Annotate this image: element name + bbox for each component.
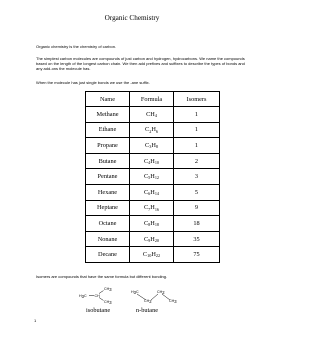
isobutane-ch3-bottom: CH3 [104,300,112,306]
isobutane-structure [79,286,119,306]
n-butane-ch2-b: CH2 [157,290,165,296]
hydrocarbons-paragraph: The simplest carbon molecules are compounds of just carbon and hydrogen, hydrocarbons. We name the compounds based on the length of the longest carbon chain. We then add prefixes and suffixes to describe the types of bonds and any add-ons the molecule has. [36,56,245,72]
table-row [86,138,220,154]
cell-formula: C3H8 [130,138,174,154]
cell-name: Nonane [86,231,130,247]
n-butane-h3c: H3C [131,290,139,296]
cell-formula: C9H20 [130,231,174,247]
cell-name: Butane [86,153,130,169]
cell-isomers: 3 [174,169,220,185]
table-row [86,107,220,123]
cell-isomers: 75 [174,247,220,263]
isobutane-ch3-top: CH3 [104,287,112,293]
cell-name: Hexane [86,184,130,200]
cell-formula: C6H14 [130,184,174,200]
cell-name: Ethane [86,122,130,138]
isobutane-label: isobutane [86,307,111,314]
cell-formula: C4H10 [130,153,174,169]
cell-formula: C7H16 [130,200,174,216]
cell-isomers: 1 [174,138,220,154]
alkanes-table [85,91,220,263]
cell-formula: C5H12 [130,169,174,185]
header-formula: Formula [130,92,174,107]
ane-suffix-paragraph: When the molecule has just single bonds we use the -ane suffix. [36,80,150,85]
cell-isomers: 5 [174,184,220,200]
page-title: Organic Chemistry [104,14,160,22]
cell-formula: C2H6 [130,122,174,138]
table-header-row [86,92,220,107]
cell-name: Heptane [86,200,130,216]
cell-name: Propane [86,138,130,154]
header-name: Name [86,92,130,107]
cell-name: Decane [86,247,130,263]
cell-name: Octane [86,216,130,232]
isomers-paragraph: Isomers are compounds that have the same formula but different bonding. [36,274,168,279]
cell-isomers: 1 [174,107,220,123]
cell-formula: C8H18 [130,216,174,232]
n-butane-structure [131,290,181,306]
table-row [86,216,220,232]
table-row [86,231,220,247]
page-number: 1 [34,318,37,323]
isobutane-ch: CH [94,293,100,298]
table-row [86,200,220,216]
table-row [86,153,220,169]
cell-isomers: 35 [174,231,220,247]
cell-isomers: 1 [174,122,220,138]
cell-formula: CH4 [130,107,174,123]
isobutane-h3c: H3C [79,293,87,299]
cell-isomers: 9 [174,200,220,216]
table-row [86,184,220,200]
header-isomers: Isomers [174,92,220,107]
n-butane-ch3: CH3 [169,299,177,305]
table-row [86,122,220,138]
n-butane-ch2-a: CH2 [144,299,152,305]
cell-formula: C10H22 [130,247,174,263]
cell-name: Pentane [86,169,130,185]
cell-isomers: 18 [174,216,220,232]
cell-isomers: 2 [174,153,220,169]
table-row [86,247,220,263]
table-row [86,169,220,185]
cell-name: Methane [86,107,130,123]
n-butane-label: n-butane [136,307,159,314]
intro-paragraph: Organic chemistry is the chemistry of carbon. [36,44,117,49]
